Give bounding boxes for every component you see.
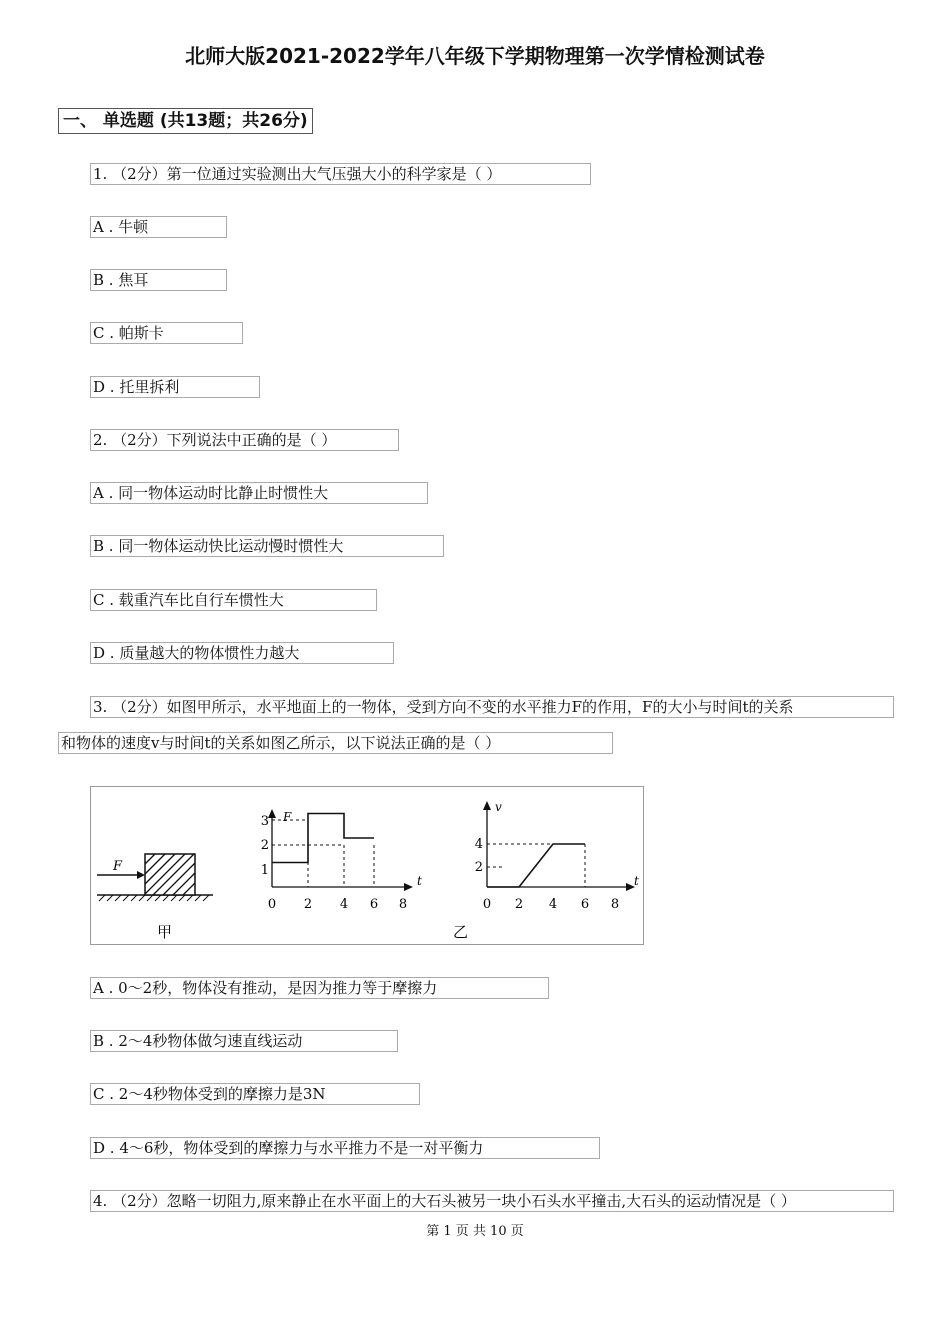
chart-f-xtick-2: 2 [303, 897, 313, 912]
chart-v-xtick-8: 8 [610, 897, 620, 912]
question-1-option-b[interactable]: B . 焦耳 [90, 269, 227, 291]
question-1-option-c[interactable]: C . 帕斯卡 [90, 322, 243, 344]
chart-v-ytick-4: 4 [474, 837, 483, 852]
question-3-option-c[interactable]: C . 2～4秒物体受到的摩擦力是3N [90, 1083, 420, 1105]
chart-v-t [453, 800, 639, 941]
chart-v-xlabel: t [634, 874, 639, 888]
question-3-option-d[interactable]: D . 4～6秒，物体受到的摩擦力与水平推力不是一对平衡力 [90, 1137, 600, 1159]
chart-f-xtick-8: 8 [398, 897, 408, 912]
section-heading: 一、 单选题 (共13题；共26分) [58, 108, 313, 134]
chart-f-ytick-3: 3 [260, 814, 269, 829]
question-2-option-b[interactable]: B . 同一物体运动快比运动慢时惯性大 [90, 535, 444, 557]
chart-f-ylabel: F [283, 810, 292, 824]
chart-f-xlabel: t [417, 874, 422, 888]
chart-v-xtick-0: 0 [482, 897, 492, 912]
chart-v-series [487, 844, 585, 887]
chart-v-ytick-2: 2 [474, 860, 483, 875]
question-2-stem: 2. （2分）下列说法中正确的是（ ） [90, 429, 399, 451]
chart-f-t [261, 809, 422, 912]
page-title: 北师大版2021-2022学年八年级下学期物理第一次学情检测试卷 [185, 44, 765, 68]
chart-f-xtick-6: 6 [369, 897, 379, 912]
question-3-stem-line2: 和物体的速度v与时间t的关系如图乙所示，以下说法正确的是（ ） [58, 732, 613, 754]
question-1-stem: 1. （2分）第一位通过实验测出大气压强大小的科学家是（ ） [90, 163, 591, 185]
chart-f-ytick-1: 1 [260, 863, 269, 878]
question-2-option-a[interactable]: A . 同一物体运动时比静止时惯性大 [90, 482, 428, 504]
chart-v-xtick-4: 4 [548, 897, 558, 912]
figure-jia [97, 854, 213, 941]
chart-f-xticks [268, 897, 407, 912]
chart-f-xtick-4: 4 [339, 897, 349, 912]
question-1-option-a[interactable]: A . 牛顿 [90, 216, 227, 238]
question-2-option-d[interactable]: D . 质量越大的物体惯性力越大 [90, 642, 394, 664]
question-3-figure [90, 786, 644, 945]
question-4-stem: 4. （2分）忽略一切阻力,原来静止在水平面上的大石头被另一块小石头水平撞击,大石头的运动情况是（ ） [90, 1190, 894, 1212]
chart-f-xtick-0: 0 [267, 897, 277, 912]
label-yi: 乙 [453, 923, 469, 941]
question-2-option-c[interactable]: C . 载重汽车比自行车惯性大 [90, 589, 377, 611]
question-3-option-a[interactable]: A . 0～2秒，物体没有推动，是因为推力等于摩擦力 [90, 977, 549, 999]
chart-f-ytick-2: 2 [260, 838, 269, 853]
question-3-figure-svg [91, 787, 643, 944]
question-3-option-b[interactable]: B . 2～4秒物体做匀速直线运动 [90, 1030, 398, 1052]
chart-v-xtick-2: 2 [514, 897, 524, 912]
chart-v-ylabel: v [495, 800, 502, 814]
label-jia: 甲 [157, 923, 173, 941]
question-1-option-d[interactable]: D . 托里拆利 [90, 376, 260, 398]
chart-v-xtick-6: 6 [580, 897, 590, 912]
force-label: F [113, 859, 123, 874]
page-footer: 第 1 页 共 10 页 [426, 1224, 524, 1239]
question-3-stem-line1: 3. （2分）如图甲所示，水平地面上的一物体，受到方向不变的水平推力F的作用，F的大小与时间t的关系 [90, 696, 894, 718]
